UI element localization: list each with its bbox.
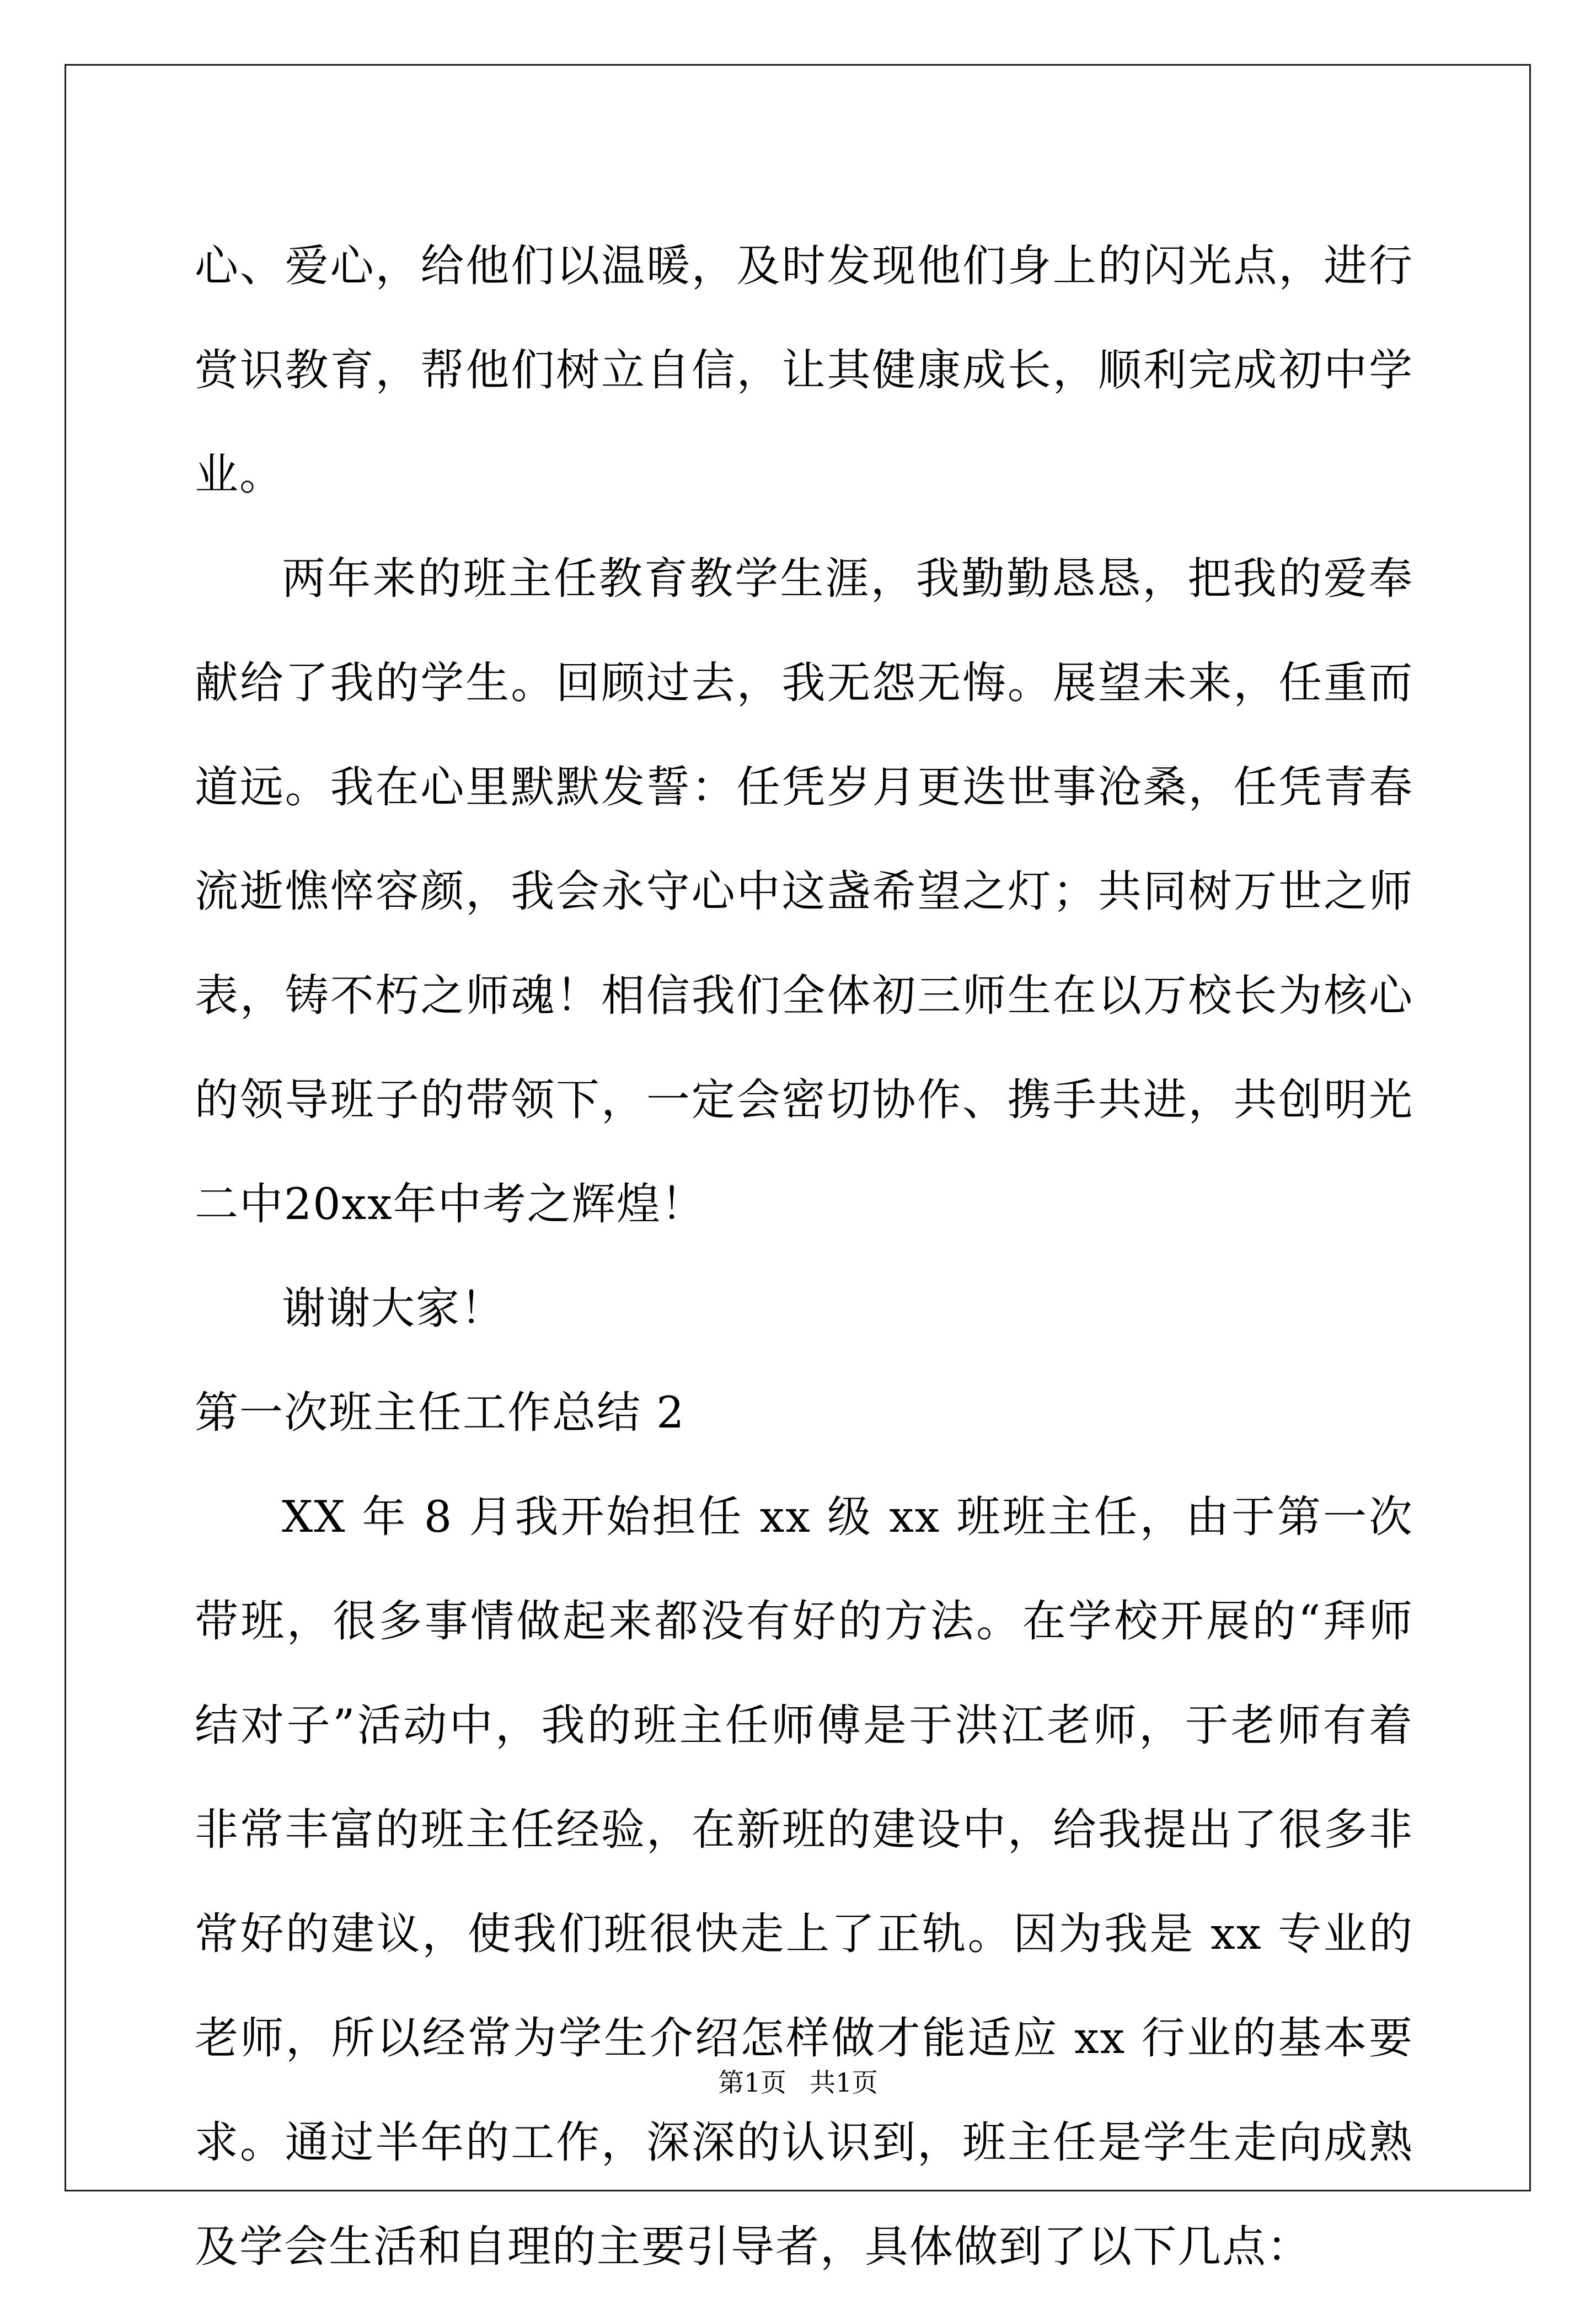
paragraph: 心、爱心，给他们以温暖，及时发现他们身上的闪光点，进行赏识教育，帮他们树立自信，让其健康成长，顺利完成初中学业。 [195,240,1413,500]
paragraph: 谢谢大家！ [282,1283,505,1334]
page-total: 共1页 [810,2068,878,2098]
paragraph: XX 年 8 月我开始担任 xx 级 xx 班班主任，由于第一次带班，很多事情做起来都没有好的方法。在学校开展的“拜师结对子”活动中，我的班主任师傅是于洪江老师，于老师有着非常丰富的班主任经验，在新班的建设中，给我提出了很多非常好的建议，使我们班很快走上了正轨。因为我是 xx 专业的老师，所以经常为学生介绍怎样做才能适应 xx 行业的基本要求。通过半年的工作，深深的认识到，班主任是学生走向成熟及学会生活和自理的主要引导者，具体做到了以下几点： [195,1491,1413,2272]
document-body [195,214,1413,2299]
paragraph: 两年来的班主任教育教学生涯，我勤勤恳恳，把我的爱奉献给了我的学生。回顾过去，我无怨无悔。展望未来，任重而道远。我在心里默默发誓：任凭岁月更迭世事沧桑，任凭青春流逝憔悴容颜，我会永守心中这盏希望之灯；共同树万世之师表，铸不朽之师魂！相信我们全体初三师生在以万校长为核心的领导班子的带领下，一定会密切协作、携手共进，共创明光二中20xx年中考之辉煌！ [195,553,1413,1229]
page-number: 第1页 [718,2068,786,2098]
page-footer [0,2067,1596,2100]
section-heading: 第一次班主任工作总结 2 [195,1387,685,1438]
